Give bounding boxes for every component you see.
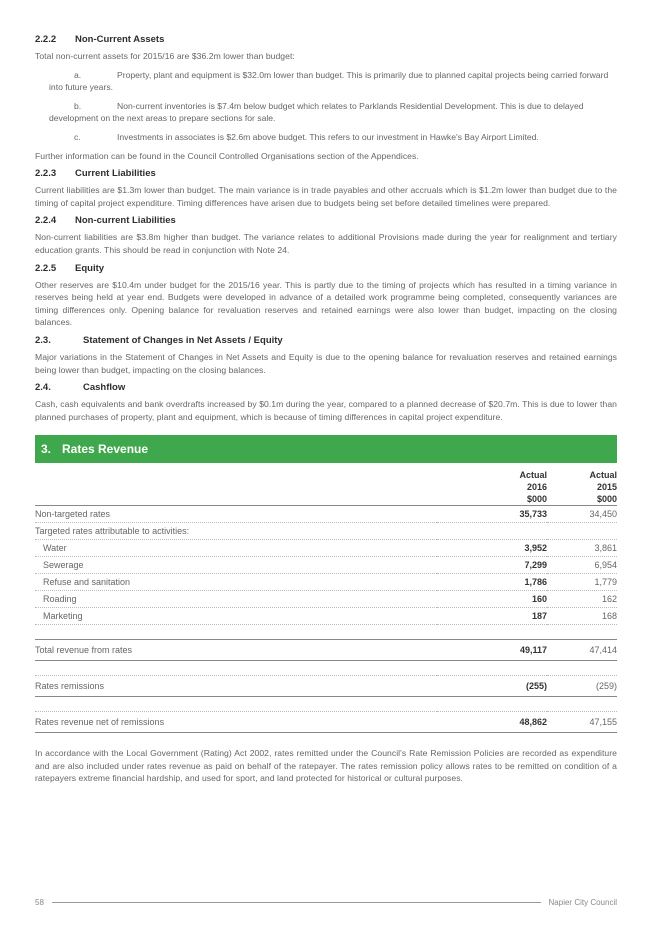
value-2016: 3,952	[437, 540, 547, 557]
paragraph: Major variations in the Statement of Changes in Net Assets and Equity is due to the opening balance for revaluation reserves and retained earnings being lower than budget, impacting on the closing balances.	[35, 351, 617, 375]
value-2015: 47,414	[547, 640, 617, 661]
column-header: Actual	[519, 470, 547, 481]
heading-2-2-3	[35, 168, 617, 179]
heading-2-4	[35, 382, 617, 393]
table-row	[35, 506, 617, 523]
section-number: 2.4.	[35, 382, 51, 394]
value-2015: 3,861	[547, 540, 617, 557]
section-title: Cashflow	[83, 382, 126, 394]
table-row	[35, 676, 617, 697]
list-text: Property, plant and equipment is $32.0m lower than budget. This is primarily due to planned capital projects being carried forward into future years.	[49, 69, 609, 93]
value-2015: 168	[547, 608, 617, 625]
column-header: 2016	[526, 482, 547, 493]
section-title: Rates Revenue	[62, 442, 149, 457]
table-row-total	[35, 640, 617, 661]
list-item	[35, 69, 617, 94]
list-item	[35, 100, 617, 125]
table-spacer	[35, 625, 617, 640]
value-2015: (259)	[547, 676, 617, 697]
list-letter: c.	[74, 131, 81, 142]
section-banner	[35, 435, 617, 463]
heading-2-2-2	[35, 34, 617, 45]
list-text: Investments in associates is $2.6m above budget. This refers to our investment in Hawke's Bay Airport Limited.	[117, 131, 539, 142]
paragraph: Current liabilities are $1.3m lower than budget. The main variance is in trade payables and other accruals which is $1.2m lower than budget due to the timing of capital project expenditure. Timing differences have arisen due to budgets being set before detailed timelines were prepared.	[35, 185, 617, 208]
section-number: 2.2.3	[35, 168, 57, 180]
table-header-row	[35, 493, 617, 506]
column-header: $000	[547, 493, 617, 506]
page	[35, 34, 617, 791]
row-label: Total revenue from rates	[35, 640, 437, 661]
value-2016: 7,299	[437, 557, 547, 574]
section-title: Non-Current Assets	[75, 34, 165, 45]
row-label: Rates remissions	[35, 676, 437, 697]
value-2015: 6,954	[547, 557, 617, 574]
heading-2-2-4	[35, 215, 617, 226]
row-label: Roading	[35, 591, 437, 608]
row-label: Rates revenue net of remissions	[35, 712, 437, 733]
row-label: Refuse and sanitation	[35, 574, 437, 591]
value-2015: 162	[547, 591, 617, 608]
heading-2-2-5	[35, 263, 617, 274]
section-number: 2.2.5	[35, 262, 57, 274]
footer-organization: Napier City Council	[548, 898, 617, 907]
row-label: Water	[35, 540, 437, 557]
value-2015: 34,450	[547, 506, 617, 523]
row-label: Targeted rates attributable to activities:	[35, 523, 437, 540]
table-header-row	[35, 469, 617, 481]
list-item	[35, 131, 617, 144]
column-header: Actual	[589, 470, 617, 481]
footer-divider	[52, 902, 541, 903]
list-letter: b.	[74, 100, 82, 111]
value-2016: 35,733	[437, 506, 547, 523]
table-spacer	[35, 661, 617, 676]
table-row	[35, 557, 617, 574]
row-label: Marketing	[35, 608, 437, 625]
list-letter: a.	[74, 69, 82, 80]
list-text: Non-current inventories is $7.4m below budget which relates to Parklands Residential Development. This is due to delayed development on the next areas to prepare sections for sale.	[49, 100, 584, 124]
section-number: 3.	[41, 442, 52, 457]
row-label: Non-targeted rates	[35, 506, 437, 523]
table-row	[35, 574, 617, 591]
table-row	[35, 608, 617, 625]
section-title: Equity	[75, 262, 105, 274]
table-note: In accordance with the Local Government (Rating) Act 2002, rates remitted under the Council's Rate Remission Policies are recorded as expenditure and are also included under rates revenue as paid on behalf of the ratepayer. The rates remission policy allows rates to be remitted on condition of a ratepayers extreme financial hardship, and used for sport, and land protected for historical or cultural purposes.	[35, 748, 617, 784]
rates-table	[35, 469, 617, 733]
section-number: 2.2.2	[35, 34, 57, 45]
paragraph: Other reserves are $10.4m under budget for the 2015/16 year. This is partly due to the timing of projects which has resulted in a timing variance in reserves being held at year end. Budgets were developed in advance of a detailed work programme being completed, consequently variances are timing differences only. Opening balance for revaluation reserves and retained earnings were also lower than budget, impacting on the closing balances.	[35, 279, 617, 328]
value-2015: 1,779	[547, 574, 617, 591]
row-label: Sewerage	[35, 557, 437, 574]
table-row	[35, 540, 617, 557]
table-row	[35, 523, 617, 540]
table-row-net	[35, 712, 617, 733]
paragraph: Further information can be found in the Council Controlled Organisations section of the Appendices.	[35, 150, 419, 161]
table-header-row	[35, 481, 617, 493]
page-footer	[35, 898, 617, 907]
section-title: Non-current Liabilities	[75, 215, 176, 227]
value-2016: 1,786	[437, 574, 547, 591]
value-2016: 49,117	[437, 640, 547, 661]
heading-2-3	[35, 335, 617, 346]
page-number: 58	[35, 898, 44, 907]
paragraph: Non-current liabilities are $3.8m higher than budget. The variance relates to additional Provisions made during the year for realignment and tertiary education grants. This should be read in conjunction with Note 24.	[35, 232, 617, 255]
paragraph: Total non-current assets for 2015/16 are $36.2m lower than budget:	[35, 51, 295, 61]
section-number: 2.3.	[35, 334, 51, 346]
value-2016: 187	[437, 608, 547, 625]
value-2016: 48,862	[437, 712, 547, 733]
value-2015: 47,155	[547, 712, 617, 733]
table-row	[35, 591, 617, 608]
table-spacer	[35, 697, 617, 712]
section-title: Statement of Changes in Net Assets / Equity	[83, 334, 283, 346]
value-2016: (255)	[437, 676, 547, 697]
column-header: $000	[437, 493, 547, 506]
paragraph: Cash, cash equivalents and bank overdrafts increased by $0.1m during the year, compared to a planned decrease of $20.7m. This is due to lower than planned purchases of property, plant and equipment, which is because of timing differences in capital project expenditure.	[35, 399, 617, 422]
column-header: 2015	[596, 482, 617, 493]
value-2016: 160	[437, 591, 547, 608]
section-number: 2.2.4	[35, 215, 57, 227]
section-title: Current Liabilities	[75, 168, 156, 180]
